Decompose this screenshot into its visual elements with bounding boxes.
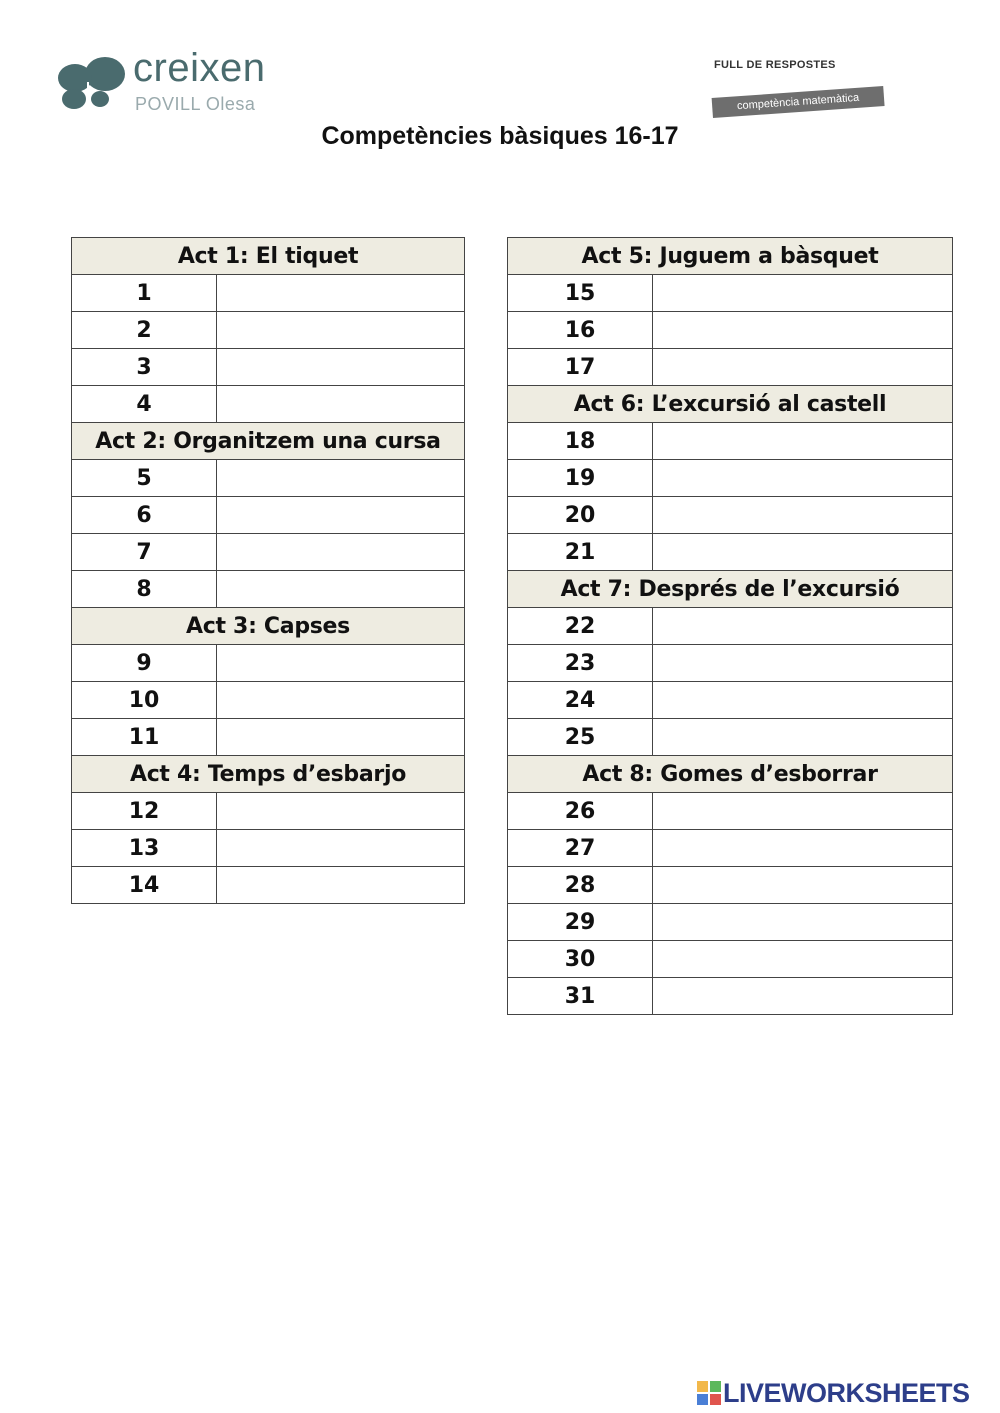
question-number: 18 xyxy=(508,423,653,460)
question-number: 9 xyxy=(72,645,217,682)
table-row xyxy=(508,534,953,571)
section-title: Act 7: Després de l’excursió xyxy=(508,571,953,608)
question-number: 8 xyxy=(72,571,217,608)
answer-cell[interactable] xyxy=(653,312,953,349)
section-header-row xyxy=(508,756,953,793)
table-row xyxy=(508,349,953,386)
table-row xyxy=(72,830,465,867)
question-number: 28 xyxy=(508,867,653,904)
answer-cell[interactable] xyxy=(653,275,953,312)
table-row xyxy=(508,978,953,1015)
answer-cell[interactable] xyxy=(653,460,953,497)
section-title: Act 8: Gomes d’esborrar xyxy=(508,756,953,793)
section-title: Act 5: Juguem a bàsquet xyxy=(508,238,953,275)
liveworksheets-logo-icon xyxy=(697,1381,721,1405)
table-row xyxy=(508,719,953,756)
table-row xyxy=(72,386,465,423)
table-row xyxy=(508,941,953,978)
table-row xyxy=(508,608,953,645)
section-header-row xyxy=(72,238,465,275)
table-row xyxy=(508,275,953,312)
answer-table-right xyxy=(507,237,953,1015)
table-row xyxy=(508,312,953,349)
table-row xyxy=(508,460,953,497)
table-row xyxy=(72,719,465,756)
table-row xyxy=(508,830,953,867)
table-row xyxy=(72,682,465,719)
answer-cell[interactable] xyxy=(217,793,465,830)
section-title: Act 3: Capses xyxy=(72,608,465,645)
question-number: 4 xyxy=(72,386,217,423)
liveworksheets-watermark xyxy=(697,1378,993,1408)
question-number: 17 xyxy=(508,349,653,386)
question-number: 5 xyxy=(72,460,217,497)
answer-cell[interactable] xyxy=(653,608,953,645)
question-number: 26 xyxy=(508,793,653,830)
question-number: 12 xyxy=(72,793,217,830)
answer-cell[interactable] xyxy=(217,349,465,386)
question-number: 14 xyxy=(72,867,217,904)
answer-cell[interactable] xyxy=(217,497,465,534)
answer-cell[interactable] xyxy=(653,793,953,830)
answer-cell[interactable] xyxy=(653,978,953,1015)
question-number: 29 xyxy=(508,904,653,941)
question-number: 1 xyxy=(72,275,217,312)
answer-cell[interactable] xyxy=(217,275,465,312)
section-header-row xyxy=(508,386,953,423)
table-row xyxy=(508,645,953,682)
answer-cell[interactable] xyxy=(653,682,953,719)
question-number: 16 xyxy=(508,312,653,349)
answer-cell[interactable] xyxy=(653,534,953,571)
table-row xyxy=(72,460,465,497)
question-number: 11 xyxy=(72,719,217,756)
sheet-label: FULL DE RESPOSTES xyxy=(714,59,836,71)
section-header-row xyxy=(508,571,953,608)
table-row xyxy=(72,497,465,534)
answer-cell[interactable] xyxy=(653,941,953,978)
logo-name: creixen xyxy=(133,46,266,90)
page-title: Competències bàsiques 16-17 xyxy=(321,122,679,150)
section-title: Act 4: Temps d’esbarjo xyxy=(72,756,465,793)
table-row xyxy=(72,312,465,349)
answer-cell[interactable] xyxy=(217,830,465,867)
logo xyxy=(55,46,295,122)
table-row xyxy=(508,682,953,719)
answer-cell[interactable] xyxy=(653,867,953,904)
answer-cell[interactable] xyxy=(653,349,953,386)
table-row xyxy=(72,645,465,682)
answer-cell[interactable] xyxy=(653,904,953,941)
table-row xyxy=(508,423,953,460)
subject-tag: competència matemàtica xyxy=(712,86,885,118)
table-row xyxy=(72,275,465,312)
butterfly-icon xyxy=(55,52,135,116)
section-header-row xyxy=(72,423,465,460)
question-number: 25 xyxy=(508,719,653,756)
table-row xyxy=(508,497,953,534)
question-number: 23 xyxy=(508,645,653,682)
question-number: 19 xyxy=(508,460,653,497)
question-number: 31 xyxy=(508,978,653,1015)
answer-cell[interactable] xyxy=(653,830,953,867)
question-number: 24 xyxy=(508,682,653,719)
answer-cell[interactable] xyxy=(217,534,465,571)
question-number: 10 xyxy=(72,682,217,719)
question-number: 20 xyxy=(508,497,653,534)
watermark-text: LIVEWORKSHEETS xyxy=(723,1378,970,1408)
answer-cell[interactable] xyxy=(217,682,465,719)
answer-cell[interactable] xyxy=(217,571,465,608)
section-title: Act 2: Organitzem una cursa xyxy=(72,423,465,460)
section-header-row xyxy=(72,756,465,793)
answer-cell[interactable] xyxy=(217,719,465,756)
section-title: Act 6: L’excursió al castell xyxy=(508,386,953,423)
section-header-row xyxy=(72,608,465,645)
question-number: 30 xyxy=(508,941,653,978)
answer-cell[interactable] xyxy=(217,867,465,904)
question-number: 2 xyxy=(72,312,217,349)
answer-cell[interactable] xyxy=(217,645,465,682)
answer-cell[interactable] xyxy=(653,497,953,534)
answer-cell[interactable] xyxy=(653,423,953,460)
question-number: 3 xyxy=(72,349,217,386)
table-row xyxy=(508,867,953,904)
table-row xyxy=(508,793,953,830)
question-number: 22 xyxy=(508,608,653,645)
answer-cell[interactable] xyxy=(217,460,465,497)
question-number: 7 xyxy=(72,534,217,571)
answer-cell[interactable] xyxy=(653,719,953,756)
question-number: 27 xyxy=(508,830,653,867)
answer-cell[interactable] xyxy=(217,312,465,349)
question-number: 6 xyxy=(72,497,217,534)
question-number: 13 xyxy=(72,830,217,867)
question-number: 21 xyxy=(508,534,653,571)
table-row xyxy=(72,571,465,608)
answer-cell[interactable] xyxy=(217,386,465,423)
question-number: 15 xyxy=(508,275,653,312)
table-row xyxy=(508,904,953,941)
logo-subtitle: POVILL Olesa xyxy=(135,94,256,114)
table-row xyxy=(72,793,465,830)
section-title: Act 1: El tiquet xyxy=(72,238,465,275)
table-row xyxy=(72,534,465,571)
answer-table-left xyxy=(71,237,465,904)
answer-cell[interactable] xyxy=(653,645,953,682)
table-row xyxy=(72,349,465,386)
section-header-row xyxy=(508,238,953,275)
table-row xyxy=(72,867,465,904)
